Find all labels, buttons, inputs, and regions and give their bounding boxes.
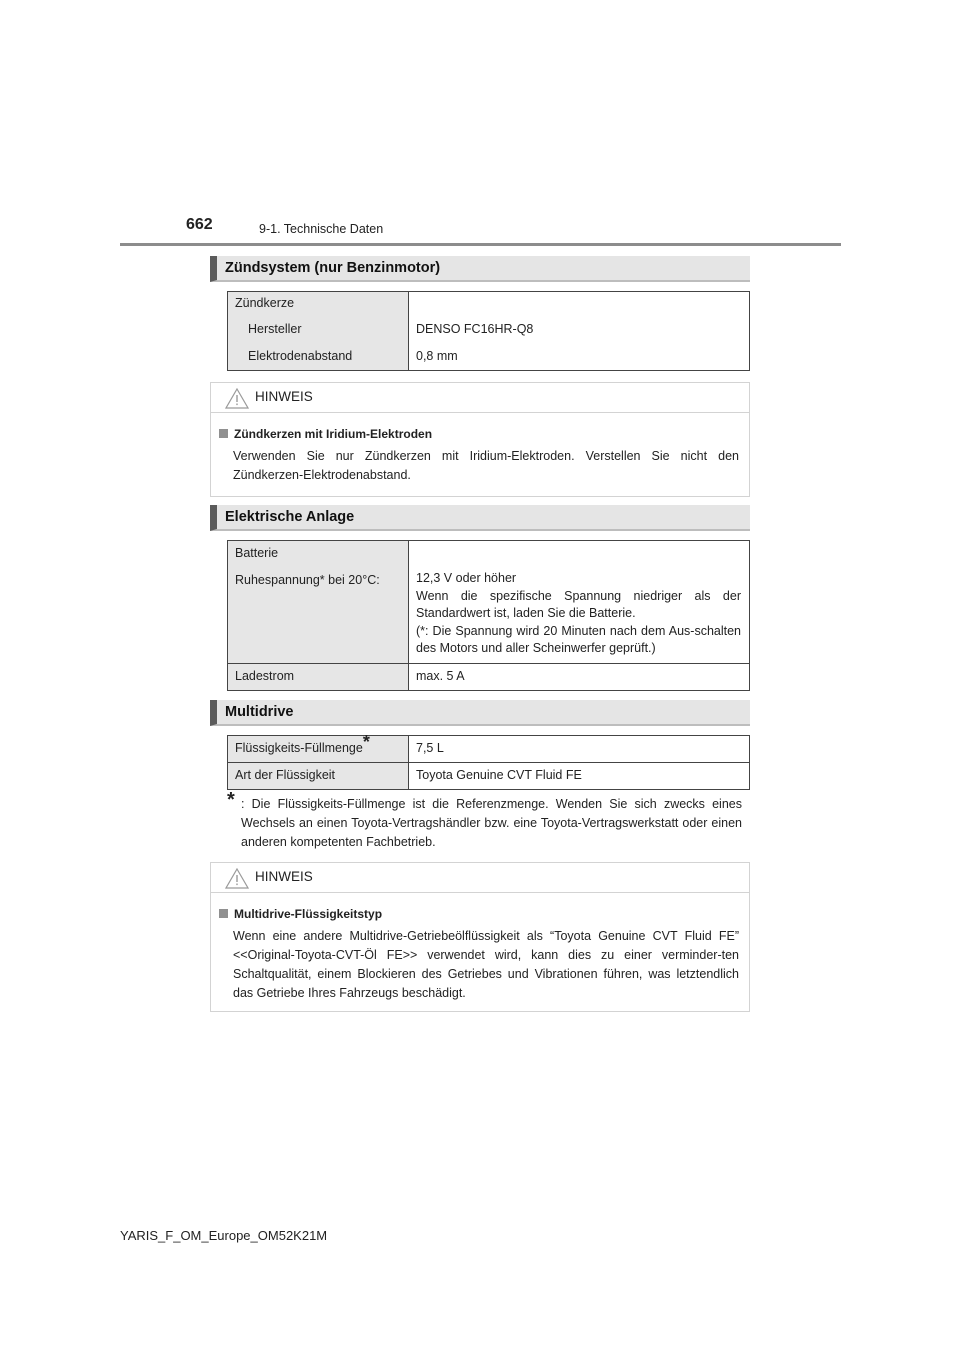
bullet-square-icon — [219, 909, 228, 918]
multidrive-table — [227, 732, 750, 790]
section-heading-electrical — [210, 505, 750, 531]
voltage-values — [409, 541, 749, 662]
row-label: Ladestrom — [235, 669, 295, 683]
footnote-star: * — [227, 789, 235, 811]
section-heading-text: Multidrive — [225, 704, 294, 720]
row-label: Ruhespannung* bei 20°C: — [235, 573, 380, 587]
section-heading-text: Zündsystem (nur Benzinmotor) — [225, 260, 441, 276]
warning-triangle-icon — [225, 388, 249, 409]
value-cell — [409, 292, 750, 371]
warning-triangle-icon — [225, 868, 249, 889]
value-cell — [409, 664, 750, 691]
footnote — [227, 789, 742, 852]
row-label — [228, 732, 408, 760]
notice-title: HINWEIS — [255, 869, 313, 884]
ignition-table — [227, 291, 750, 371]
label-cell — [228, 664, 409, 691]
row-label: Art der Flüssigkeit — [235, 768, 336, 782]
row-label-text: Flüssigkeits-Füllmenge — [235, 741, 363, 755]
row-value: 0,8 mm — [416, 349, 458, 363]
document-code: YARIS_F_OM_Europe_OM52K21M — [120, 1228, 328, 1243]
notice-box — [210, 382, 750, 497]
section-heading-ignition — [210, 256, 750, 282]
chapter-title: 9-1. Technische Daten — [259, 222, 384, 236]
notice-bullet-text: Multidrive-Flüssigkeitstyp — [234, 907, 383, 921]
header-divider — [120, 243, 841, 246]
row-label: Elektrodenabstand — [248, 349, 353, 363]
label-cell — [228, 541, 409, 664]
section-heading-multidrive — [210, 700, 750, 726]
group-label: Batterie — [235, 546, 279, 560]
footnote-text: : Die Flüssigkeits-Füllmenge ist die Referenzmenge. Wenden Sie sich zwecks eines Wechsels an einen Toyota-Vertragshändler bzw. eine Toyota-Vertragswerkstatt oder einen anderen kompetenten Fachbetrieb. — [241, 797, 742, 849]
section-heading-text: Elektrische Anlage — [225, 509, 355, 525]
footnote-star: * — [362, 732, 370, 752]
label-cell — [228, 763, 409, 790]
voltage-note: Wenn die spezifische Spannung niedriger als der Standardwert ist, laden Sie die Batterie. — [416, 588, 741, 620]
row-value: max. 5 A — [416, 669, 465, 683]
notice-title: HINWEIS — [255, 389, 313, 404]
row-value: Toyota Genuine CVT Fluid FE — [416, 768, 582, 782]
page-number: 662 — [186, 216, 213, 233]
notice-bullet-text: Zündkerzen mit Iridium-Elektroden — [234, 427, 433, 441]
notice-header — [211, 863, 749, 893]
row-value: 7,5 L — [416, 741, 444, 755]
row-value: DENSO FC16HR-Q8 — [416, 322, 534, 336]
group-label: Zündkerze — [235, 296, 295, 310]
label-cell — [228, 732, 409, 763]
notice-body — [211, 413, 749, 495]
voltage-value: 12,3 V oder höher — [416, 571, 517, 585]
notice-bullet — [219, 905, 739, 924]
voltage-footnote: (*: Die Spannung wird 20 Minuten nach dem Aus-schalten des Motors und aller Scheinwerfer geprüft.) — [416, 623, 741, 655]
bullet-square-icon — [219, 429, 228, 438]
notice-bullet — [219, 425, 739, 444]
value-cell — [409, 541, 750, 664]
notice-body — [211, 893, 749, 1013]
electrical-table — [227, 540, 750, 691]
value-cell — [409, 763, 750, 790]
notice-box — [210, 862, 750, 1012]
label-cell — [228, 292, 409, 371]
value-cell — [409, 736, 750, 763]
notice-text: Verwenden Sie nur Zündkerzen mit Iridium-Elektroden. Verstellen Sie nicht den Zündkerzen-Elektrodenabstand. — [233, 449, 739, 482]
notice-text: Wenn eine andere Multidrive-Getriebeölflüssigkeit als “Toyota Genuine CVT Fluid FE” <<Original-Toyota-CVT-Öl FE>> verwendet wird, kann dies zu einer verminder-ten Schaltqualität, einem Blockieren des Getriebes und Vibrationen führen, was letztendlich das Getriebe Ihres Fahrzeugs beschädigt. — [233, 929, 739, 1000]
notice-header — [211, 383, 749, 413]
row-label: Hersteller — [248, 322, 302, 336]
